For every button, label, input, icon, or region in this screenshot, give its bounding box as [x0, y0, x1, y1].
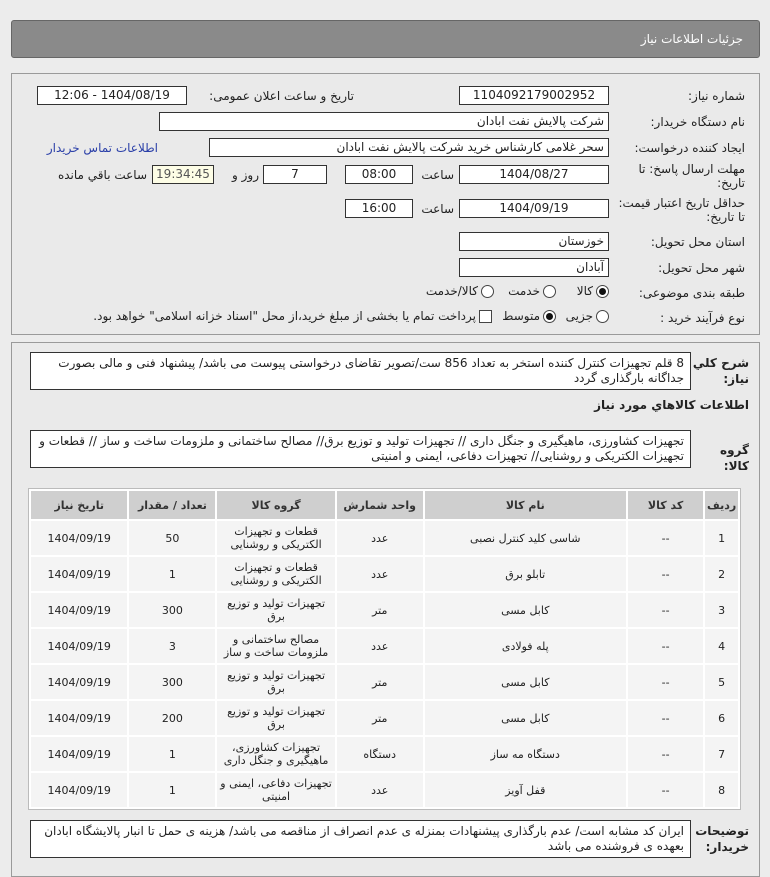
table-cell: 3 — [129, 629, 215, 663]
table-cell: تجهیزات کشاورزی، ماهیگیری و جنگل داری — [217, 737, 334, 771]
need-number-field[interactable]: 1104092179002952 — [459, 86, 609, 105]
process-radio-minor[interactable]: جزیی — [566, 309, 609, 323]
table-cell: 1 — [129, 773, 215, 807]
column-header: واحد شمارش — [337, 491, 423, 519]
table-cell: قطعات و تجهیزات الکتریکی و روشنایی — [217, 557, 334, 591]
table-cell: متر — [337, 593, 423, 627]
table-row — [31, 593, 738, 627]
category-radio-both[interactable]: کالا/خدمت — [426, 284, 494, 298]
table-cell: قطعات و تجهیزات الکتریکی و روشنایی — [217, 521, 334, 555]
table-cell: 1404/09/19 — [31, 665, 127, 699]
summary-label: شرح کلي نياز: — [692, 356, 749, 386]
group-label: گروه کالا: — [720, 443, 749, 473]
buyer-notes-row — [22, 820, 749, 858]
table-cell: دستگاه — [337, 737, 423, 771]
table-cell: عدد — [337, 521, 423, 555]
table-cell: 1 — [129, 557, 215, 591]
table-cell: -- — [628, 665, 703, 699]
column-header: ردیف — [705, 491, 738, 519]
column-header: گروه کالا — [217, 491, 334, 519]
summary-text: 8 قلم تجهیزات کنترل کننده استخر به تعداد 856 ست/تصویر تقاضای درخواستی پیوست می باشد/ پیشنهاد فنی و مالی بصورت جداگانه بارگذاری گردد — [30, 352, 691, 390]
table-cell: 300 — [129, 593, 215, 627]
deadline-date-field[interactable]: 1404/08/27 — [459, 165, 609, 184]
creator-label: ایجاد کننده درخواست: — [634, 141, 745, 155]
category-label: طبقه بندی موضوعی: — [638, 286, 745, 300]
category-radio-goods[interactable]: کالا — [577, 284, 609, 298]
buyer-field[interactable]: شرکت پالایش نفت ابادان — [159, 112, 609, 131]
column-header: تعداد / مقدار — [129, 491, 215, 519]
table-cell: تجهیزات تولید و توزیع برق — [217, 701, 334, 735]
table-cell: 5 — [705, 665, 738, 699]
table-cell: 1404/09/19 — [31, 557, 127, 591]
column-header: تاریخ نیاز — [31, 491, 127, 519]
remaining-label: ساعت باقي مانده — [57, 168, 147, 182]
table-cell: کابل مسی — [425, 593, 626, 627]
table-cell: 8 — [705, 773, 738, 807]
table-row — [31, 665, 738, 699]
table-cell: -- — [628, 737, 703, 771]
table-cell: عدد — [337, 773, 423, 807]
table-cell: شاسی کلید کنترل نصبی — [425, 521, 626, 555]
table-cell: مصالح ساختمانی و ملزومات ساخت و ساز — [217, 629, 334, 663]
table-cell: 6 — [705, 701, 738, 735]
table-cell: 1404/09/19 — [31, 701, 127, 735]
days-label: روز و — [232, 168, 259, 182]
table-cell: 1404/09/19 — [31, 773, 127, 807]
table-cell: کابل مسی — [425, 665, 626, 699]
table-cell: پله فولادی — [425, 629, 626, 663]
table-cell: متر — [337, 665, 423, 699]
radio-icon[interactable] — [543, 310, 556, 323]
group-text: تجهیزات کشاورزی، ماهیگیری و جنگل داری // تجهیزات تولید و توزیع برق// مصالح ساختمانی و ملزومات ساخت و ساز // قطعات و تجهیزات الکتریکی و روشنایی// تجهیزات دفاعی، ایمنی و امنیتی — [30, 430, 691, 468]
table-row — [31, 557, 738, 591]
buyer-label: نام دستگاه خریدار: — [650, 115, 745, 129]
validity-label: حداقل تاریخ اعتبار قیمت: تا تاریخ: — [618, 196, 745, 224]
announce-field[interactable]: 1404/08/19 - 12:06 — [37, 86, 187, 105]
table-cell: 50 — [129, 521, 215, 555]
table-cell: 3 — [705, 593, 738, 627]
goods-table — [28, 488, 741, 810]
column-header: کد کالا — [628, 491, 703, 519]
table-cell: -- — [628, 629, 703, 663]
table-cell: تجهیزات دفاعی، ایمنی و امنیتی — [217, 773, 334, 807]
table-header-row — [31, 491, 738, 519]
radio-icon[interactable] — [543, 285, 556, 298]
province-field[interactable]: خوزستان — [459, 232, 609, 251]
treasury-payment-checkbox[interactable]: پرداخت تمام یا بخشی از مبلغ خرید،از محل "اسناد خزانه اسلامی" خواهد بود. — [93, 309, 492, 323]
goods-details-panel — [11, 342, 760, 877]
buyer-contact-link[interactable]: اطلاعات تماس خریدار — [46, 141, 158, 155]
table-cell: 1404/09/19 — [31, 629, 127, 663]
table-cell: 1 — [705, 521, 738, 555]
buyer-notes-label: توضیحات خریدار: — [695, 824, 749, 854]
table-cell: متر — [337, 701, 423, 735]
remaining-time-field: 19:34:45 — [152, 165, 214, 184]
table-cell: 1 — [129, 737, 215, 771]
table-cell: -- — [628, 557, 703, 591]
city-label: شهر محل تحویل: — [658, 261, 745, 275]
table-cell: تجهیزات تولید و توزیع برق — [217, 665, 334, 699]
checkbox-icon[interactable] — [479, 310, 492, 323]
table-cell: قفل آویز — [425, 773, 626, 807]
summary-row — [22, 352, 749, 390]
validity-date-field[interactable]: 1404/09/19 — [459, 199, 609, 218]
table-cell: کابل مسی — [425, 701, 626, 735]
city-field[interactable]: آبادان — [459, 258, 609, 277]
table-cell: عدد — [337, 557, 423, 591]
deadline-time-label: ساعت — [421, 168, 454, 182]
days-field[interactable]: 7 — [263, 165, 327, 184]
validity-time-field[interactable]: 16:00 — [345, 199, 413, 218]
need-number-label: شماره نیاز: — [688, 89, 745, 103]
table-cell: تابلو برق — [425, 557, 626, 591]
table-cell: -- — [628, 773, 703, 807]
announce-label: تاریخ و ساعت اعلان عمومی: — [209, 89, 354, 103]
table-cell: 2 — [705, 557, 738, 591]
table-cell: 4 — [705, 629, 738, 663]
creator-field[interactable]: سحر غلامی کارشناس خرید شرکت پالایش نفت ابادان — [209, 138, 609, 157]
table-cell: دستگاه مه ساز — [425, 737, 626, 771]
table-row — [31, 629, 738, 663]
table-cell: -- — [628, 593, 703, 627]
table-cell: -- — [628, 701, 703, 735]
table-row — [31, 701, 738, 735]
table-row — [31, 773, 738, 807]
radio-icon[interactable] — [596, 285, 609, 298]
validity-time-label: ساعت — [421, 202, 454, 216]
table-cell: 300 — [129, 665, 215, 699]
buyer-notes-text: ایران کد مشابه است/ عدم بارگذاری پیشنهادات بمنزله ی عدم انصراف از مناقصه می باشد/ هزینه ی حمل تا انبار پالایشگاه ابادان بعهده ی فروشنده می باشد — [30, 820, 691, 858]
table-cell: 200 — [129, 701, 215, 735]
radio-icon[interactable] — [481, 285, 494, 298]
table-row — [31, 737, 738, 771]
table-cell: تجهیزات تولید و توزیع برق — [217, 593, 334, 627]
province-label: استان محل تحویل: — [650, 235, 745, 249]
page-header — [11, 20, 760, 58]
table-cell: -- — [628, 521, 703, 555]
table-cell: عدد — [337, 629, 423, 663]
deadline-label: مهلت ارسال پاسخ: تا تاریخ: — [638, 162, 745, 190]
table-cell: 7 — [705, 737, 738, 771]
category-radio-service[interactable]: خدمت — [508, 284, 556, 298]
need-info-panel — [11, 73, 760, 335]
radio-icon[interactable] — [596, 310, 609, 323]
process-label: نوع فرآیند خرید : — [660, 311, 745, 325]
column-header: نام کالا — [425, 491, 626, 519]
group-row — [22, 430, 749, 474]
deadline-time-field[interactable]: 08:00 — [345, 165, 413, 184]
table-row — [31, 521, 738, 555]
page-title: جزئیات اطلاعات نیاز — [640, 32, 743, 46]
process-radio-medium[interactable]: متوسط — [502, 309, 556, 323]
goods-info-title: اطلاعات کالاهاي مورد نياز — [594, 398, 749, 412]
table-cell: 1404/09/19 — [31, 521, 127, 555]
table-cell: 1404/09/19 — [31, 737, 127, 771]
table-cell: 1404/09/19 — [31, 593, 127, 627]
